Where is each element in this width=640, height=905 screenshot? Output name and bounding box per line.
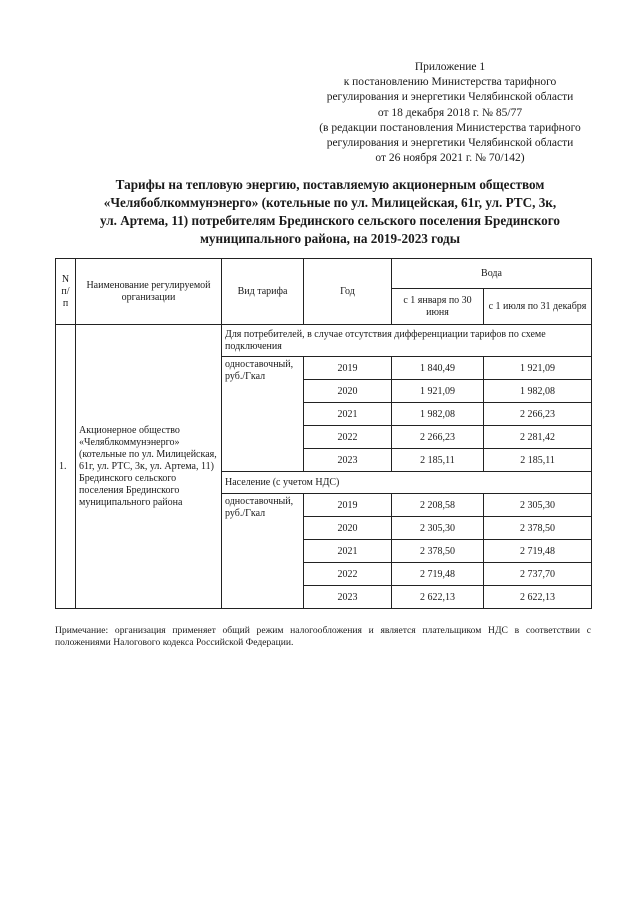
value-cell: 2 208,58 bbox=[392, 494, 484, 517]
title-line: «Челябоблкоммунэнерго» (котельные по ул. Милицейская, 61г, ул. РТС, 3к, bbox=[103, 195, 557, 210]
row-number: 1. bbox=[56, 325, 76, 609]
value-cell: 2 378,50 bbox=[392, 540, 484, 563]
section-label: Население (с учетом НДС) bbox=[222, 472, 592, 494]
value-cell: 2 622,13 bbox=[392, 586, 484, 609]
value-cell: 2 266,23 bbox=[392, 426, 484, 449]
year-cell: 2022 bbox=[304, 426, 392, 449]
value-cell: 1 921,09 bbox=[484, 357, 592, 380]
appendix-line: к постановлению Министерства тарифного bbox=[343, 76, 557, 89]
year-cell: 2022 bbox=[304, 563, 392, 586]
value-cell: 2 185,11 bbox=[484, 449, 592, 472]
title-line: ул. Артема, 11) потребителям Брединского сельского поселения Брединского bbox=[99, 213, 561, 228]
year-cell: 2021 bbox=[304, 540, 392, 563]
header-tariff-type: Вид тарифа bbox=[222, 259, 304, 325]
organization-name: Акционерное общество «Челяблкоммунэнерго» (котельные по ул. Милицейская, 61г, ул. РТС, 3к, ул. Артема, 11) Брединского сельского поселения Брединского муниципального района bbox=[76, 325, 222, 609]
header-water: Вода bbox=[392, 259, 592, 289]
value-cell: 2 266,23 bbox=[484, 403, 592, 426]
document-title bbox=[70, 176, 590, 248]
title-line: муниципального района, на 2019-2023 годы bbox=[199, 231, 461, 246]
year-cell: 2020 bbox=[304, 517, 392, 540]
header-period-1: с 1 января по 30 июня bbox=[392, 289, 484, 325]
appendix-line: от 18 декабря 2018 г. № 85/77 bbox=[377, 106, 523, 119]
value-cell: 2 185,11 bbox=[392, 449, 484, 472]
value-cell: 1 840,49 bbox=[392, 357, 484, 380]
year-cell: 2023 bbox=[304, 586, 392, 609]
appendix-line: Приложение 1 bbox=[414, 61, 486, 73]
footnote: Примечание: организация применяет общий режим налогообложения и является плательщиком НДС в соответствии с положениями Налогового кодекса Российской Федерации. bbox=[55, 625, 591, 648]
year-cell: 2020 bbox=[304, 380, 392, 403]
tariff-table bbox=[55, 258, 592, 609]
tariff-type: одноставочный, руб./Гкал bbox=[222, 494, 304, 609]
header-period-2: с 1 июля по 31 декабря bbox=[484, 289, 592, 325]
value-cell: 1 921,09 bbox=[392, 380, 484, 403]
value-cell: 2 281,42 bbox=[484, 426, 592, 449]
appendix-line: регулирования и энергетики Челябинской области bbox=[326, 91, 574, 104]
value-cell: 2 622,13 bbox=[484, 586, 592, 609]
value-cell: 2 378,50 bbox=[484, 517, 592, 540]
value-cell: 2 305,30 bbox=[484, 494, 592, 517]
value-cell: 2 719,48 bbox=[484, 540, 592, 563]
appendix-line: регулирования и энергетики Челябинской области bbox=[326, 137, 574, 150]
appendix-line: (в редакции постановления Министерства тарифного bbox=[319, 121, 581, 134]
value-cell: 2 737,70 bbox=[484, 563, 592, 586]
year-cell: 2021 bbox=[304, 403, 392, 426]
value-cell: 1 982,08 bbox=[392, 403, 484, 426]
header-num: N п/п bbox=[56, 259, 76, 325]
year-cell: 2023 bbox=[304, 449, 392, 472]
title-line: Тарифы на тепловую энергию, поставляемую акционерным обществом bbox=[115, 177, 545, 192]
value-cell: 2 719,48 bbox=[392, 563, 484, 586]
tariff-type: одноставочный, руб./Гкал bbox=[222, 357, 304, 472]
appendix-line: от 26 ноября 2021 г. № 70/142) bbox=[375, 152, 525, 165]
section-label: Для потребителей, в случае отсутствия дифференциации тарифов по схеме подключения bbox=[222, 325, 592, 357]
header-organization: Наименование регулируемой организации bbox=[76, 259, 222, 325]
year-cell: 2019 bbox=[304, 357, 392, 380]
value-cell: 2 305,30 bbox=[392, 517, 484, 540]
year-cell: 2019 bbox=[304, 494, 392, 517]
appendix-header bbox=[300, 60, 600, 166]
value-cell: 1 982,08 bbox=[484, 380, 592, 403]
header-year: Год bbox=[304, 259, 392, 325]
